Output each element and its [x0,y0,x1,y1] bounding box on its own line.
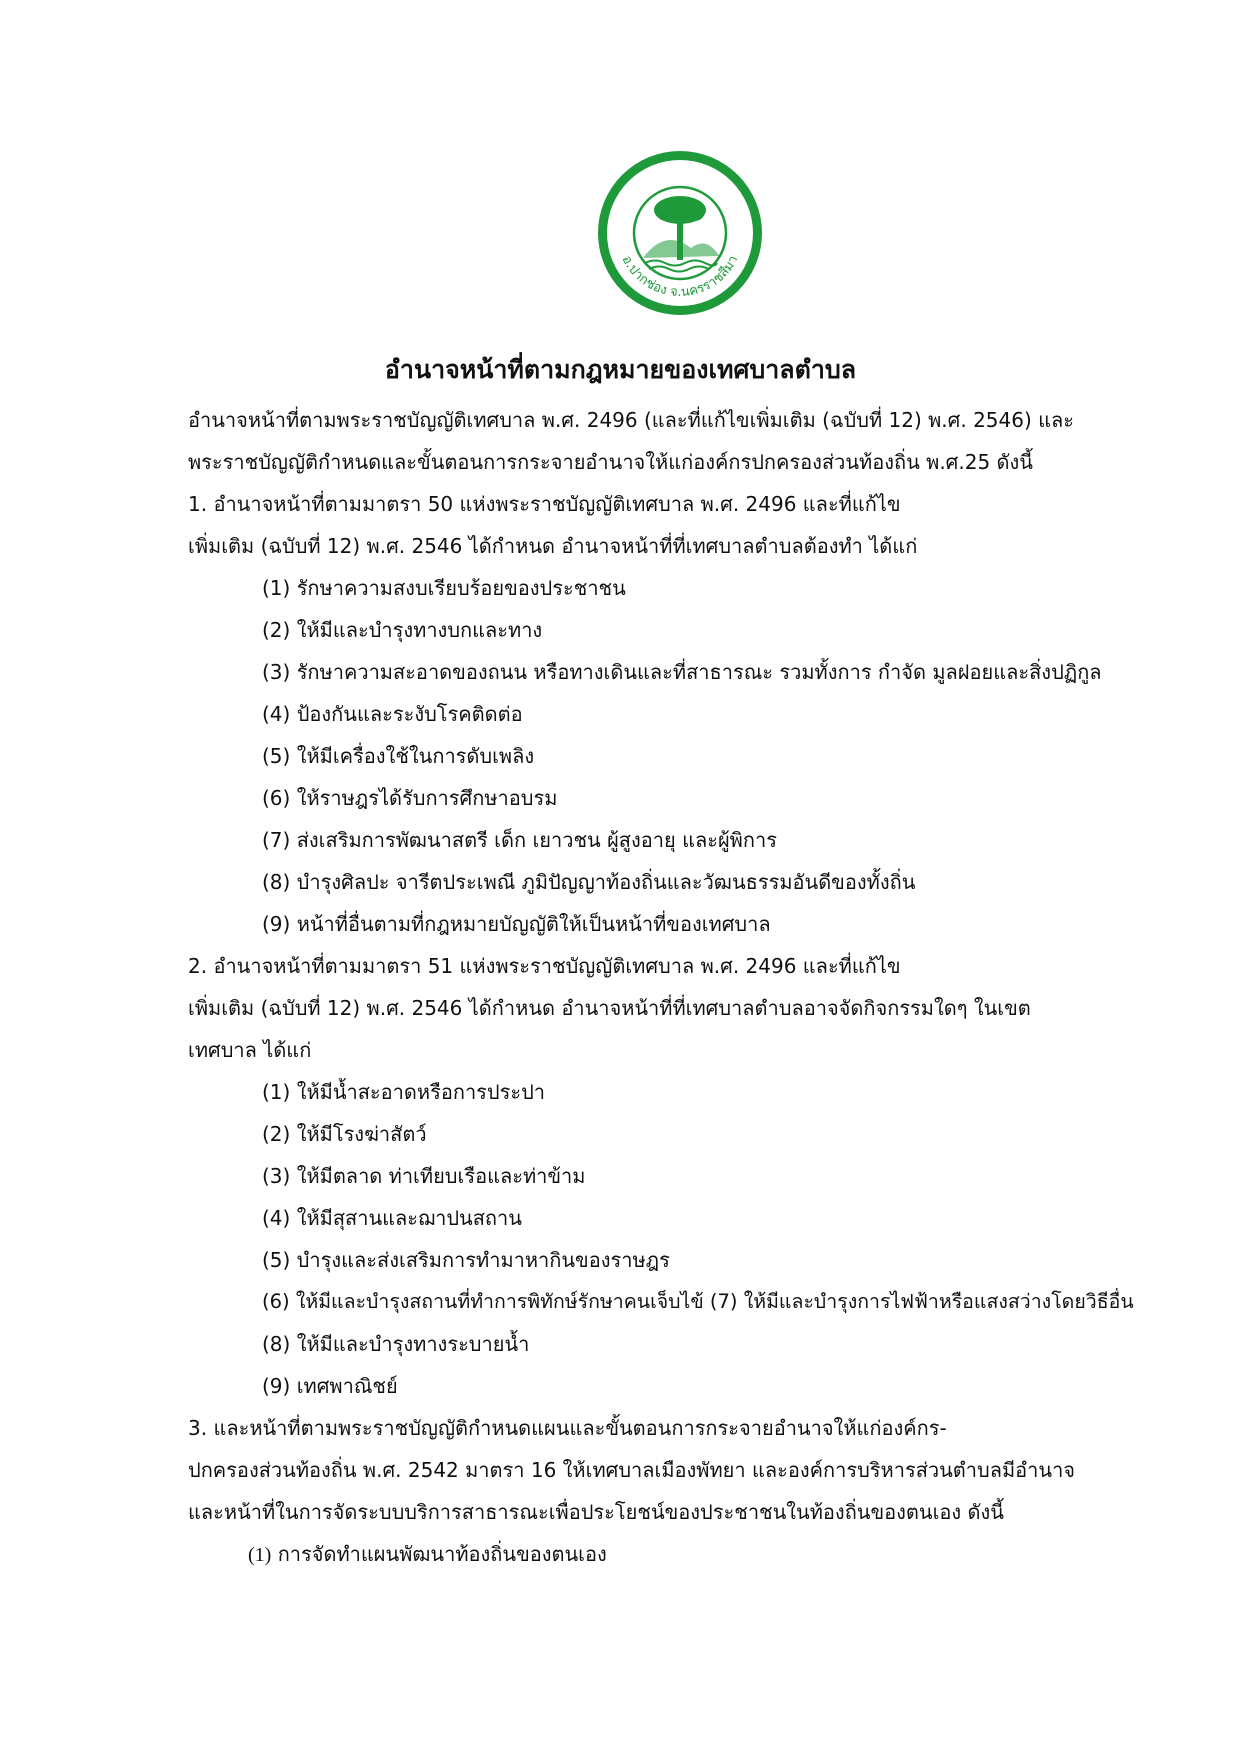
seal-top-text: เทศบาลตำบลหนองหญ้าปล้อง [611,163,749,226]
section3-heading-line: และหน้าที่ในการจัดระบบบริการสาธารณะเพื่อประโยชน์ของประชาชนในท้องถิ่นของตนเอง ดังนี้ [188,1500,1004,1524]
section2-list-item: (9) เทศพาณิชย์ [262,1374,398,1398]
section1-list-item: (8) บำรุงศิลปะ จารีตประเพณี ภูมิปัญญาท้องถิ่นและวัฒนธรรมอันดีของทั้งถิ่น [262,870,916,894]
intro-line: พระราชบัญญัติกำหนดและขั้นตอนการกระจายอำนาจให้แก่องค์กรปกครองส่วนท้องถิ่น พ.ศ.25 ดังนี้ [188,450,1033,474]
section3-item-text: การจัดทำแผนพัฒนาท้องถิ่นของตนเอง [277,1542,607,1566]
section1-list-item: (7) ส่งเสริมการพัฒนาสตรี เด็ก เยาวชน ผู้สูงอายุ และผู้พิการ [262,828,777,852]
section2-list-item: (5) บำรุงและส่งเสริมการทำมาหากินของราษฎร [262,1248,670,1272]
intro-line: อำนาจหน้าที่ตามพระราชบัญญัติเทศบาล พ.ศ. 2496 (และที่แก้ไขเพิ่มเติม (ฉบับที่ 12) พ.ศ. 2546) และ [188,408,1075,432]
section1-heading-line: 1. อำนาจหน้าที่ตามมาตรา 50 แห่งพระราชบัญญัติเทศบาล พ.ศ. 2496 และที่แก้ไข [188,492,901,516]
section1-list-item: (4) ป้องกันและระงับโรคติดต่อ [262,702,523,726]
section1-list-item: (2) ให้มีและบำรุงทางบกและทาง [262,618,543,642]
section2-heading-line: เทศบาล ได้แก่ [188,1038,312,1062]
section3-heading-line: 3. และหน้าที่ตามพระราชบัญญัติกำหนดแผนและขั้นตอนการกระจายอำนาจให้แก่องค์กร- [188,1416,947,1440]
seal-bottom-text: อ.ปากช่อง จ.นครราชสีมา [618,253,742,301]
section1-heading-line: เพิ่มเติม (ฉบับที่ 12) พ.ศ. 2546 ได้กำหนด อำนาจหน้าที่ที่เทศบาลตำบลต้องทำ ได้แก่ [188,534,918,558]
section1-list-item: (1) รักษาความสงบเรียบร้อยของประชาชน [262,576,626,600]
section2-list-item: (8) ให้มีและบำรุงทางระบายน้ำ [262,1332,530,1356]
section3-item-number: (1) [248,1544,272,1566]
section2-list-item: (2) ให้มีโรงฆ่าสัตว์ [262,1122,427,1146]
section1-list-item: (6) ให้ราษฎรได้รับการศึกษาอบรม [262,786,558,810]
section1-list-item: (5) ให้มีเครื่องใช้ในการดับเพลิง [262,744,535,768]
section2-list-item: (1) ให้มีน้ำสะอาดหรือการประปา [262,1080,546,1104]
section3-list-item [248,1539,607,1570]
section3-heading-line: ปกครองส่วนท้องถิ่น พ.ศ. 2542 มาตรา 16 ให้เทศบาลเมืองพัทยา และองค์การบริหารส่วนตำบลมีอำนาจ [188,1458,1076,1482]
page-title: อำนาจหน้าที่ตามกฎหมายของเทศบาลตำบล [384,355,857,384]
section2-list-item: (3) ให้มีตลาด ท่าเทียบเรือและท่าข้าม [262,1164,586,1188]
section2-heading-line: 2. อำนาจหน้าที่ตามมาตรา 51 แห่งพระราชบัญญัติเทศบาล พ.ศ. 2496 และที่แก้ไข [188,954,901,978]
section2-list-item: (6) ให้มีและบำรุงสถานที่ทำการพิทักษ์รักษาคนเจ็บไข้ (7) ให้มีและบำรุงการไฟฟ้าหรือแสงสว่างโดยวิธีอื่น [262,1290,1134,1313]
section2-list-item: (4) ให้มีสุสานและฌาปนสถาน [262,1206,522,1230]
section1-list-item: (3) รักษาความสะอาดของถนน หรือทางเดินและที่สาธารณะ รวมทั้งการ กำจัด มูลฝอยและสิ่งปฏิกูล [262,660,1102,684]
section2-heading-line: เพิ่มเติม (ฉบับที่ 12) พ.ศ. 2546 ได้กำหนด อำนาจหน้าที่ที่เทศบาลตำบลอาจจัดกิจกรรมใดๆ ในเขต [188,996,1031,1020]
section1-list-item: (9) หน้าที่อื่นตามที่กฎหมายบัญญัติให้เป็นหน้าที่ของเทศบาล [262,912,771,936]
municipality-seal-logo [595,148,765,318]
